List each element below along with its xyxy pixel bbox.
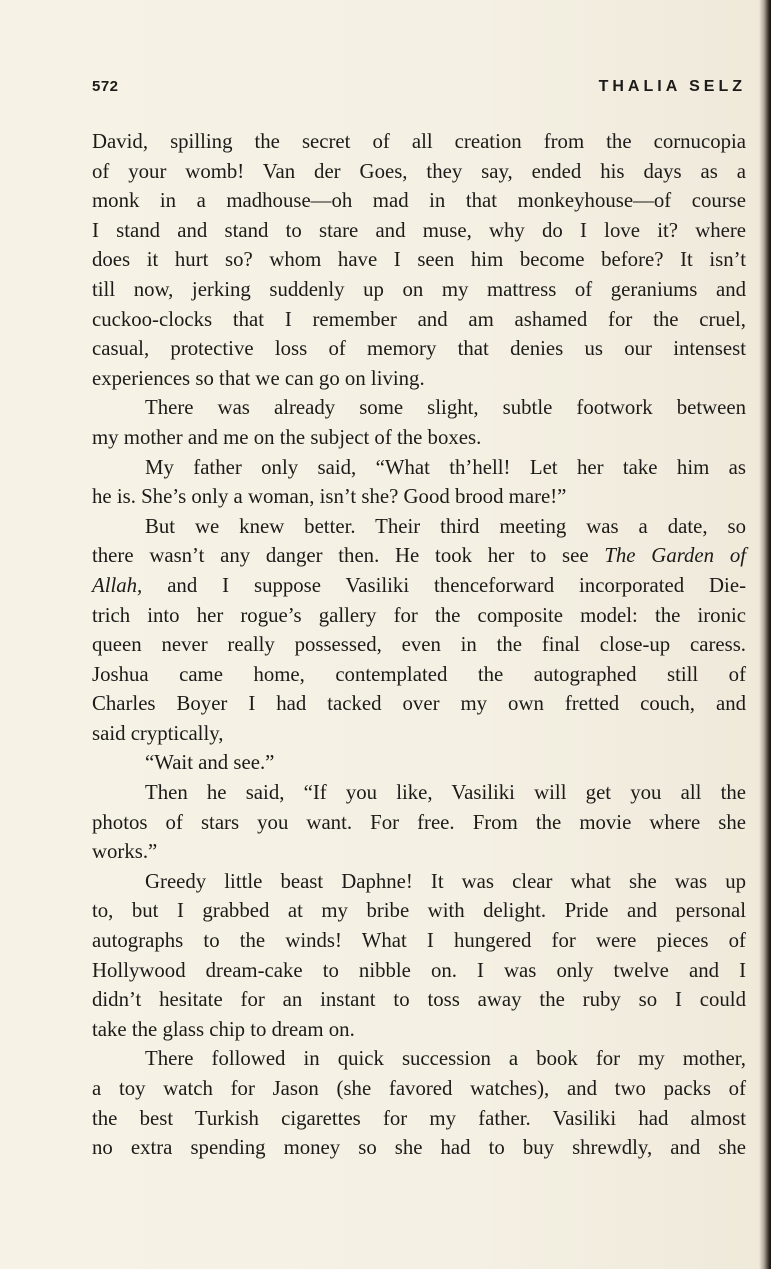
text-line: works.” [92, 840, 158, 864]
text-line: take the glass chip to dream on. [92, 1017, 355, 1041]
text-line: Charles Boyer I had tacked over my own fretted couch, and [92, 692, 746, 716]
text-line: the best Turkish cigarettes for my father. Vasiliki had almost [92, 1106, 746, 1130]
text-line: Then he said, “If you like, Vasiliki will get you all the [145, 781, 746, 805]
text-line: till now, jerking suddenly up on my mattress of geraniums and [92, 277, 746, 301]
text-line: a toy watch for Jason (she favored watches), and two packs of [92, 1077, 746, 1100]
text-line: Greedy little beast Daphne! It was clear what she was up [145, 869, 746, 893]
text-line: he is. She’s only a woman, isn’t she? Good brood mare!” [92, 485, 567, 509]
text-line: David, spilling the secret of all creation from the cornucopia [92, 130, 746, 153]
page-edge-shadow [759, 0, 771, 1269]
text-line: Joshua came home, contemplated the autographed still of [92, 662, 746, 686]
page-number: 572 [92, 78, 119, 95]
film-title: Allah, [92, 573, 143, 597]
text-line: said cryptically, [92, 721, 224, 745]
body-text [92, 127, 746, 1163]
film-title: The Garden of [604, 544, 746, 568]
text-line: no extra spending money so she had to buy shrewdly, and she [92, 1136, 746, 1160]
text-line: I stand and stand to stare and muse, why do I love it? where [92, 218, 746, 242]
text-line: cuckoo-clocks that I remember and am ashamed for the cruel, [92, 307, 746, 331]
text-line: But we knew better. Their third meeting was a date, so [145, 514, 746, 538]
text-line: experiences so that we can go on living. [92, 366, 425, 390]
text-line: autographs to the winds! What I hungered for were pieces of [92, 929, 746, 953]
text-line: trich into her rogue’s gallery for the composite model: the ironic [92, 603, 746, 627]
text-line: Hollywood dream-cake to nibble on. I was only twelve and I [92, 958, 746, 982]
text-line: There followed in quick succession a book for my mother, [145, 1047, 746, 1071]
text-line: there wasn’t any danger then. He took her to see The Garden of [92, 544, 746, 568]
author-name: THALIA SELZ [598, 78, 746, 95]
text-line: does it hurt so? whom have I seen him become before? It isn’t [92, 248, 746, 272]
text-line: casual, protective loss of memory that denies us our intensest [92, 337, 746, 361]
text-line: queen never really possessed, even in the final close-up caress. [92, 633, 746, 657]
text-line: my mother and me on the subject of the boxes. [92, 425, 482, 449]
text-line: monk in a madhouse—oh mad in that monkeyhouse—of course [92, 189, 746, 213]
text-line: My father only said, “What th’hell! Let her take him as [145, 455, 746, 479]
text-line: photos of stars you want. For free. From the movie where she [92, 810, 746, 834]
text-line: There was already some slight, subtle footwork between [145, 396, 746, 420]
text-line: of your womb! Van der Goes, they say, ended his days as a [92, 159, 746, 183]
text-line: “Wait and see.” [145, 751, 275, 775]
running-head [92, 78, 746, 100]
text-line: to, but I grabbed at my bribe with delight. Pride and personal [92, 899, 746, 923]
text-line: Allah, and I suppose Vasiliki thenceforward incorporated Die- [92, 573, 746, 597]
text-line: didn’t hesitate for an instant to toss away the ruby so I could [92, 988, 746, 1012]
